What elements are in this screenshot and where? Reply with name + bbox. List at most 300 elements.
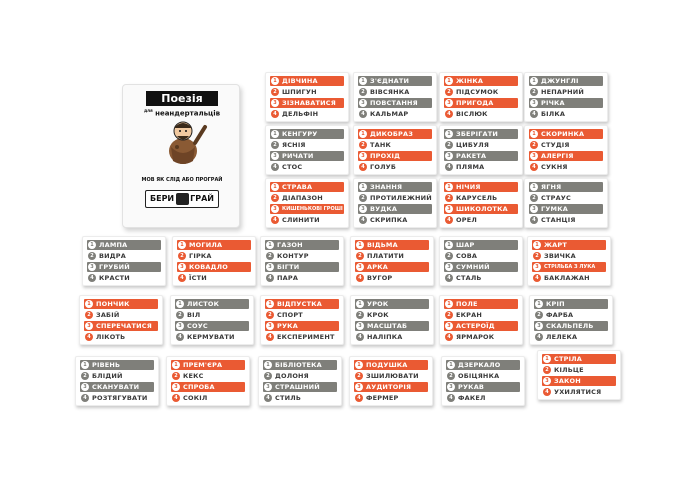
word-card xyxy=(439,236,523,286)
card-word-row xyxy=(80,382,154,392)
card-word-row xyxy=(84,310,158,320)
card-word-row xyxy=(84,321,158,331)
eye-left xyxy=(179,130,181,132)
card-word-row xyxy=(444,251,518,261)
card-word: ЗНАННЯ xyxy=(370,183,403,191)
word-number-badge: 4 xyxy=(176,333,184,341)
card-word: БІГТИ xyxy=(277,263,300,271)
card-word: КАЛЬМАР xyxy=(370,110,409,118)
card-word-row xyxy=(358,98,432,108)
card-word: СКОРИНКА xyxy=(541,130,585,138)
word-number-badge: 3 xyxy=(85,322,93,330)
card-word-row xyxy=(444,321,518,331)
word-card xyxy=(265,72,349,122)
card-word-row xyxy=(444,140,518,150)
card-word: НІЧИЯ xyxy=(456,183,481,191)
publisher-logo xyxy=(145,190,219,208)
card-word-row xyxy=(171,371,245,381)
card-word: ОБІЦЯНКА xyxy=(458,372,500,380)
word-number-badge: 4 xyxy=(356,333,364,341)
word-number-badge: 4 xyxy=(530,110,538,118)
card-word-row xyxy=(355,310,429,320)
card-word-row xyxy=(529,151,603,161)
card-word: ЛЕЛЕКА xyxy=(546,333,578,341)
word-number-badge: 3 xyxy=(355,383,363,391)
word-number-badge: 1 xyxy=(271,77,279,85)
club xyxy=(195,127,205,143)
card-word: ЛІКОТЬ xyxy=(96,333,126,341)
card-word: СТРІЛЬБА З ЛУКА xyxy=(544,264,596,270)
card-word: ДЗЕРКАЛО xyxy=(458,361,501,369)
card-word: ФЕРМЕР xyxy=(366,394,399,402)
card-word-row xyxy=(265,332,339,342)
word-card xyxy=(524,72,608,122)
word-number-badge: 2 xyxy=(178,252,186,260)
card-word: ЗВИЧКА xyxy=(544,252,576,260)
word-number-badge: 2 xyxy=(533,252,541,260)
card-word-row xyxy=(529,204,603,214)
card-word: ЕКРАН xyxy=(456,311,482,319)
card-word: СОВА xyxy=(456,252,478,260)
card-word-row xyxy=(444,182,518,192)
card-word: КРАСТИ xyxy=(99,274,130,282)
word-number-badge: 2 xyxy=(264,372,272,380)
word-number-badge: 4 xyxy=(359,216,367,224)
card-word: ВУДКА xyxy=(370,205,398,213)
card-word-row xyxy=(355,262,429,272)
card-word: АЛЕРГІЯ xyxy=(541,152,574,160)
eye-right xyxy=(185,130,187,132)
card-word: ПРЕМ'ЄРА xyxy=(183,361,223,369)
word-number-badge: 1 xyxy=(85,300,93,308)
card-word-row xyxy=(444,240,518,250)
card-word-row xyxy=(532,262,606,272)
word-number-badge: 3 xyxy=(81,383,89,391)
word-number-badge: 2 xyxy=(543,366,551,374)
card-word: КИШЕНЬКОВІ ГРОШІ xyxy=(282,206,343,212)
card-word-row xyxy=(532,273,606,283)
card-word-row xyxy=(265,310,339,320)
word-number-badge: 4 xyxy=(447,394,455,402)
word-number-badge: 1 xyxy=(445,130,453,138)
word-number-badge: 2 xyxy=(271,88,279,96)
card-word-row xyxy=(355,332,429,342)
word-number-badge: 1 xyxy=(530,183,538,191)
word-card xyxy=(537,350,621,400)
word-card xyxy=(353,125,437,175)
card-word-row xyxy=(355,240,429,250)
word-number-badge: 1 xyxy=(356,300,364,308)
word-number-badge: 3 xyxy=(271,152,279,160)
word-number-badge: 4 xyxy=(266,274,274,282)
word-number-badge: 4 xyxy=(356,274,364,282)
word-number-badge: 4 xyxy=(271,216,279,224)
word-card xyxy=(170,295,254,345)
card-word: ЗІЗНАВАТИСЯ xyxy=(282,99,336,107)
card-word-row xyxy=(444,310,518,320)
card-word-row xyxy=(532,251,606,261)
card-word: З'ЄДНАТИ xyxy=(370,77,410,85)
word-number-badge: 4 xyxy=(359,163,367,171)
card-word: КЕРМУВАТИ xyxy=(187,333,235,341)
card-word: ПОНЧИК xyxy=(96,300,130,308)
word-number-badge: 2 xyxy=(535,311,543,319)
word-number-badge: 1 xyxy=(88,241,96,249)
word-card xyxy=(82,236,166,286)
card-word-row xyxy=(87,273,161,283)
word-number-badge: 1 xyxy=(445,77,453,85)
word-number-badge: 3 xyxy=(359,152,367,160)
word-number-badge: 4 xyxy=(543,388,551,396)
word-number-badge: 3 xyxy=(359,205,367,213)
word-card xyxy=(350,236,434,286)
card-word-row xyxy=(358,109,432,119)
word-number-badge: 2 xyxy=(271,194,279,202)
card-word-row xyxy=(444,98,518,108)
word-number-badge: 4 xyxy=(530,163,538,171)
card-word-row xyxy=(542,376,616,386)
card-word-row xyxy=(87,262,161,272)
word-number-badge: 3 xyxy=(535,322,543,330)
card-word-row xyxy=(358,204,432,214)
card-word-row xyxy=(270,98,344,108)
card-word: ДИКОБРАЗ xyxy=(370,130,414,138)
card-word: РОЗТЯГУВАТИ xyxy=(92,394,148,402)
card-word: ФАРБА xyxy=(546,311,574,319)
card-word-row xyxy=(171,382,245,392)
card-word-row xyxy=(358,215,432,225)
box-title: Поезія xyxy=(146,91,218,106)
word-number-badge: 1 xyxy=(543,355,551,363)
card-word-row xyxy=(171,360,245,370)
card-word: БЛІДИЙ xyxy=(92,372,123,380)
card-word: ГУМКА xyxy=(541,205,568,213)
card-word: АРКА xyxy=(367,263,388,271)
word-number-badge: 1 xyxy=(176,300,184,308)
card-word: СТРАУС xyxy=(541,194,571,202)
card-word-row xyxy=(358,182,432,192)
card-word: РУКА xyxy=(277,322,298,330)
card-word: ЛАМПА xyxy=(99,241,128,249)
card-word-row xyxy=(534,332,608,342)
word-number-badge: 3 xyxy=(447,383,455,391)
word-number-badge: 1 xyxy=(445,183,453,191)
word-number-badge: 3 xyxy=(176,322,184,330)
card-word: СОУС xyxy=(187,322,208,330)
card-word: ДОЛОНЯ xyxy=(275,372,309,380)
card-word: СПЕРЕЧАТИСЯ xyxy=(96,322,152,330)
word-number-badge: 1 xyxy=(530,130,538,138)
word-number-badge: 3 xyxy=(266,263,274,271)
card-word-row xyxy=(358,162,432,172)
word-number-badge: 4 xyxy=(355,394,363,402)
card-word-row xyxy=(444,162,518,172)
card-word-row xyxy=(444,109,518,119)
card-word-row xyxy=(175,310,249,320)
card-word-row xyxy=(270,204,344,214)
card-word: СТАЛЬ xyxy=(456,274,482,282)
card-word: ВІВСЯНКА xyxy=(370,88,410,96)
card-word: ПЛЯМА xyxy=(456,163,485,171)
card-word-row xyxy=(175,299,249,309)
card-word-row xyxy=(265,262,339,272)
card-word: ЕКСПЕРИМЕНТ xyxy=(277,333,335,341)
card-word: СКРИПКА xyxy=(370,216,408,224)
word-card xyxy=(265,125,349,175)
word-number-badge: 3 xyxy=(533,263,541,271)
card-word-row xyxy=(177,273,251,283)
card-word-row xyxy=(354,382,428,392)
card-word: СУМНИЙ xyxy=(456,263,490,271)
word-card xyxy=(439,295,523,345)
word-number-badge: 3 xyxy=(530,99,538,107)
card-word-row xyxy=(354,393,428,403)
card-word: КОВАДЛО xyxy=(189,263,228,271)
card-word: АСТЕРОЇД xyxy=(456,322,495,330)
word-number-badge: 2 xyxy=(172,372,180,380)
word-number-badge: 3 xyxy=(543,377,551,385)
card-word: ПРОХІД xyxy=(370,152,401,160)
word-card xyxy=(524,178,608,228)
card-word-row xyxy=(444,215,518,225)
card-word-row xyxy=(529,215,603,225)
word-number-badge: 2 xyxy=(359,88,367,96)
card-word-row xyxy=(80,360,154,370)
card-word: СКАЛЬПЕЛЬ xyxy=(546,322,594,330)
card-word: НЕПАРНИЙ xyxy=(541,88,585,96)
card-word-row xyxy=(446,371,520,381)
logo-text-left: БЕРИ xyxy=(150,194,175,203)
card-word-row xyxy=(270,193,344,203)
card-word-row xyxy=(265,240,339,250)
card-word-row xyxy=(270,151,344,161)
word-number-badge: 2 xyxy=(359,194,367,202)
card-word: КІЛЬЦЕ xyxy=(554,366,584,374)
word-card xyxy=(350,295,434,345)
card-word-row xyxy=(446,382,520,392)
word-number-badge: 1 xyxy=(447,361,455,369)
card-word: ВІДПУСТКА xyxy=(277,300,322,308)
card-word: СТРІЛА xyxy=(554,355,583,363)
word-card xyxy=(75,356,159,406)
word-number-badge: 3 xyxy=(266,322,274,330)
card-word-row xyxy=(358,87,432,97)
card-word-row xyxy=(358,193,432,203)
word-number-badge: 2 xyxy=(81,372,89,380)
word-number-badge: 1 xyxy=(533,241,541,249)
word-number-badge: 1 xyxy=(530,77,538,85)
card-word-row xyxy=(532,240,606,250)
card-word: ЖАРТ xyxy=(544,241,567,249)
word-number-badge: 4 xyxy=(445,110,453,118)
word-number-badge: 1 xyxy=(359,130,367,138)
card-word: СТАНЦІЯ xyxy=(541,216,576,224)
word-number-badge: 2 xyxy=(85,311,93,319)
card-word: АУДИТОРІЯ xyxy=(366,383,412,391)
card-word: ЗБЕРІГАТИ xyxy=(456,130,499,138)
card-word-row xyxy=(446,393,520,403)
word-number-badge: 3 xyxy=(530,205,538,213)
card-word: КЕКС xyxy=(183,372,204,380)
card-word: РАКЕТА xyxy=(456,152,487,160)
word-number-badge: 3 xyxy=(271,205,279,213)
card-word: ВИДРА xyxy=(99,252,126,260)
card-word-row xyxy=(444,129,518,139)
word-number-badge: 1 xyxy=(266,241,274,249)
card-word: ШПИГУН xyxy=(282,88,317,96)
card-word: РИЧАТИ xyxy=(282,152,314,160)
word-number-badge: 4 xyxy=(445,163,453,171)
card-word-row xyxy=(542,387,616,397)
card-word: ВІЛ xyxy=(187,311,201,319)
card-word: КРІП xyxy=(546,300,565,308)
card-word: ШИКОЛОТКА xyxy=(456,205,508,213)
word-number-badge: 4 xyxy=(172,394,180,402)
card-word-row xyxy=(355,299,429,309)
word-number-badge: 4 xyxy=(271,110,279,118)
card-word: ДЕЛЬФІН xyxy=(282,110,319,118)
card-word-row xyxy=(354,371,428,381)
card-word-row xyxy=(263,393,337,403)
card-word-row xyxy=(87,251,161,261)
word-number-badge: 2 xyxy=(445,88,453,96)
card-word-row xyxy=(270,129,344,139)
word-card xyxy=(258,356,342,406)
card-word-row xyxy=(529,76,603,86)
word-number-badge: 4 xyxy=(266,333,274,341)
word-card xyxy=(172,236,256,286)
word-number-badge: 4 xyxy=(535,333,543,341)
card-word-row xyxy=(177,251,251,261)
word-number-badge: 3 xyxy=(356,322,364,330)
card-word: УХИЛЯТИСЯ xyxy=(554,388,602,396)
word-number-badge: 3 xyxy=(445,263,453,271)
card-word-row xyxy=(177,262,251,272)
word-number-badge: 3 xyxy=(445,152,453,160)
card-word-row xyxy=(265,273,339,283)
card-word: БАКЛАЖАН xyxy=(544,274,590,282)
word-number-badge: 1 xyxy=(359,183,367,191)
word-number-badge: 4 xyxy=(445,274,453,282)
word-number-badge: 4 xyxy=(445,333,453,341)
card-word-row xyxy=(444,262,518,272)
card-word: СТИЛЬ xyxy=(275,394,301,402)
word-number-badge: 2 xyxy=(530,194,538,202)
card-word: ЇСТИ xyxy=(189,274,207,282)
word-number-badge: 3 xyxy=(178,263,186,271)
card-word: ПОЛЕ xyxy=(456,300,478,308)
word-number-badge: 3 xyxy=(445,205,453,213)
word-number-badge: 4 xyxy=(264,394,272,402)
card-word: ТАНК xyxy=(370,141,392,149)
neanderthal-illustration xyxy=(157,117,209,169)
word-number-badge: 3 xyxy=(172,383,180,391)
card-word: ПОВСТАННЯ xyxy=(370,99,418,107)
card-word-row xyxy=(358,140,432,150)
word-number-badge: 4 xyxy=(359,110,367,118)
word-number-badge: 2 xyxy=(445,311,453,319)
word-number-badge: 2 xyxy=(88,252,96,260)
word-card xyxy=(439,125,523,175)
word-number-badge: 2 xyxy=(266,252,274,260)
card-word-row xyxy=(358,129,432,139)
card-word-row xyxy=(529,140,603,150)
card-word: ЯРМАРОК xyxy=(456,333,495,341)
card-word-row xyxy=(534,310,608,320)
word-card xyxy=(527,236,611,286)
card-word-row xyxy=(529,98,603,108)
word-number-badge: 2 xyxy=(266,311,274,319)
card-word: РІЧКА xyxy=(541,99,565,107)
word-number-badge: 1 xyxy=(178,241,186,249)
word-card xyxy=(439,72,523,122)
card-word: КРОК xyxy=(367,311,389,319)
card-word: СКАНУВАТИ xyxy=(92,383,140,391)
word-number-badge: 2 xyxy=(355,372,363,380)
card-word: ВІСЛЮК xyxy=(456,110,488,118)
card-word: БІБЛІОТЕКА xyxy=(275,361,322,369)
word-number-badge: 4 xyxy=(271,163,279,171)
card-word: НАЛІПКА xyxy=(367,333,403,341)
box-subtitle xyxy=(123,108,241,117)
word-number-badge: 4 xyxy=(533,274,541,282)
card-word: БІЛКА xyxy=(541,110,566,118)
card-word-row xyxy=(444,76,518,86)
card-word-row xyxy=(529,193,603,203)
card-word-row xyxy=(444,332,518,342)
word-number-badge: 1 xyxy=(445,241,453,249)
hair xyxy=(174,123,192,128)
card-word-row xyxy=(358,76,432,86)
card-word: ЯСНІЯ xyxy=(282,141,306,149)
word-number-badge: 4 xyxy=(88,274,96,282)
word-number-badge: 1 xyxy=(81,361,89,369)
card-word-row xyxy=(542,354,616,364)
card-word-row xyxy=(175,321,249,331)
card-word-row xyxy=(529,109,603,119)
card-word-row xyxy=(80,371,154,381)
word-number-badge: 3 xyxy=(530,152,538,160)
card-word: ПОДУШКА xyxy=(366,361,408,369)
word-number-badge: 2 xyxy=(356,252,364,260)
card-word: КАРУСЕЛЬ xyxy=(456,194,498,202)
card-word: МОГИЛА xyxy=(189,241,223,249)
card-word-row xyxy=(355,321,429,331)
card-word: СОКІЛ xyxy=(183,394,208,402)
word-number-badge: 1 xyxy=(356,241,364,249)
card-word-row xyxy=(177,240,251,250)
card-word: ВІДЬМА xyxy=(367,241,398,249)
card-word: СТУДІЯ xyxy=(541,141,570,149)
word-card xyxy=(349,356,433,406)
card-word-row xyxy=(265,321,339,331)
word-number-badge: 4 xyxy=(530,216,538,224)
card-word-row xyxy=(534,299,608,309)
box-tagline: МОВ ЯК СЛІД АБО ПРОГРАЙ xyxy=(141,177,223,183)
word-number-badge: 2 xyxy=(530,88,538,96)
card-word-row xyxy=(270,140,344,150)
card-word: ГАЗОН xyxy=(277,241,303,249)
box-subtitle-text: неандертальців xyxy=(155,109,221,118)
card-word-row xyxy=(358,151,432,161)
card-word: ДІВЧИНА xyxy=(282,77,318,85)
word-number-badge: 2 xyxy=(447,372,455,380)
word-number-badge: 1 xyxy=(266,300,274,308)
card-word-row xyxy=(529,129,603,139)
card-word: ШАР xyxy=(456,241,475,249)
word-number-badge: 1 xyxy=(271,183,279,191)
game-box xyxy=(122,84,240,228)
